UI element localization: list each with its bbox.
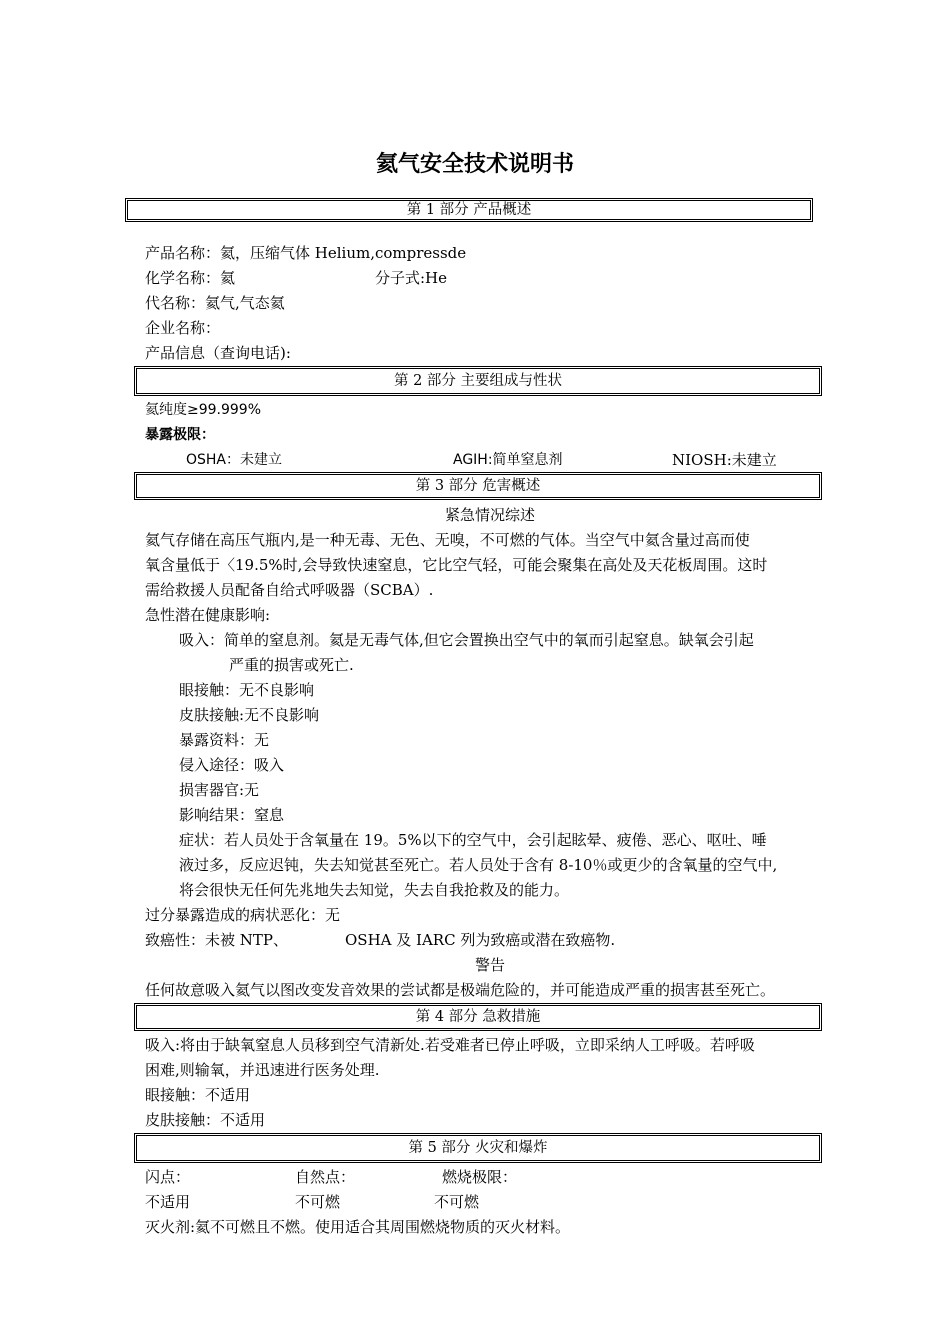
- target-organ: 损害器官:无: [179, 781, 260, 799]
- eye-contact: 眼接触：无不良影响: [179, 681, 315, 699]
- symptom-line: 液过多，反应迟钝，失去知觉甚至死亡。若人员处于含有 8-10％或更少的含氧量的空气中,: [179, 856, 778, 874]
- section-1-header: [125, 198, 813, 222]
- emergency-heading: 紧急情况综述: [444, 506, 535, 524]
- section-1-title: 第 1 部分 产品概述: [406, 202, 532, 218]
- carcinogenicity-a: 致癌性：未被 NTP、: [145, 931, 288, 949]
- inhalation-line: 严重的损害或死亡.: [229, 656, 354, 674]
- entry-route: 侵入途径：吸入: [179, 756, 285, 774]
- carcinogenicity-b: OSHA 及 IARC 列为致癌或潜在致癌物.: [345, 931, 616, 949]
- section-3-header: [134, 472, 822, 500]
- extinguishing-media: 灭火剂:氦不可燃且不燃。使用适合其周围燃烧物质的灭火材料。: [145, 1218, 571, 1236]
- chemical-name: 化学名称：氦: [145, 269, 236, 287]
- flash-point-value: 不适用: [145, 1193, 191, 1211]
- symptom-line: 将会很快无任何先兆地失去知觉，失去自我抢救及的能力。: [179, 881, 570, 899]
- warning-text: 任何故意吸入氦气以图改变发音效果的尝试都是极端危险的，并可能造成严重的损害甚至死亡。: [145, 981, 776, 999]
- section-4-title: 第 4 部分 急救措施: [415, 1009, 541, 1025]
- inhalation-line: 吸入：简单的窒息剂。氦是无毒气体,但它会置换出空气中的氧而引起窒息。缺氧会引起: [179, 631, 754, 649]
- product-name: 产品名称：氦，压缩气体 Helium,compressde: [145, 244, 467, 262]
- overview-line: 需给救援人员配备自给式呼吸器（SCBA）.: [145, 581, 434, 599]
- section-5-title: 第 5 部分 火灾和爆炸: [408, 1140, 548, 1156]
- autoignition-label: 自然点：: [295, 1168, 356, 1186]
- product-info: 产品信息（查询电话):: [145, 344, 291, 362]
- skin-contact: 皮肤接触:无不良影响: [179, 706, 320, 724]
- flash-point-label: 闪点：: [145, 1168, 191, 1186]
- alias-name: 代名称：氦气,气态氦: [145, 294, 285, 312]
- document-title: 氦气安全技术说明书: [375, 152, 574, 177]
- warning-heading: 警告: [474, 956, 505, 974]
- first-aid-skin-contact: 皮肤接触：不适用: [145, 1111, 266, 1129]
- exposure-data: 暴露资料：无: [179, 731, 270, 749]
- symptom-line: 症状：若人员处于含氧量在 19。5%以下的空气中，会引起眩晕、疲倦、恶心、呕吐、唾: [179, 831, 767, 849]
- autoignition-value: 不可燃: [295, 1193, 341, 1211]
- overview-line: 氧含量低于〈19.5%时,会导致快速窒息，它比空气轻，可能会聚集在高处及天花板周围。这时: [145, 556, 768, 574]
- company-name: 企业名称：: [145, 319, 221, 337]
- overview-line: 氦气存储在高压气瓶内,是一种无毒、无色、无嗅，不可燃的气体。当空气中氦含量过高而使: [145, 531, 750, 549]
- agih-limit: AGIH:简单窒息剂: [453, 452, 563, 468]
- flammability-label: 燃烧极限：: [442, 1168, 518, 1186]
- flammability-value: 不可燃: [434, 1193, 480, 1211]
- first-aid-eye-contact: 眼接触：不适用: [145, 1086, 251, 1104]
- aggravation: 过分暴露造成的病状恶化：无: [145, 906, 341, 924]
- section-2-header: [134, 366, 822, 396]
- first-aid-inhalation-line: 困难,则输氧，并迅速进行医务处理.: [145, 1061, 380, 1079]
- acute-effects-label: 急性潜在健康影响:: [145, 606, 271, 624]
- section-2-title: 第 2 部分 主要组成与性状: [393, 373, 563, 389]
- effect-result: 影响结果：窒息: [179, 806, 285, 824]
- exposure-limits-label: 暴露极限：: [145, 427, 215, 443]
- first-aid-inhalation-line: 吸入:将由于缺氧窒息人员移到空气清新处.若受难者已停止呼吸，立即采纳人工呼吸。若呼吸: [145, 1036, 755, 1054]
- section-3-title: 第 3 部分 危害概述: [415, 478, 541, 494]
- molecular-formula: 分子式:He: [375, 269, 448, 287]
- niosh-limit: NIOSH:未建立: [672, 451, 777, 469]
- section-4-header: [134, 1003, 822, 1031]
- purity: 氦纯度≥99.999%: [145, 402, 262, 418]
- osha-limit: OSHA：未建立: [186, 452, 283, 468]
- section-5-header: [134, 1133, 822, 1163]
